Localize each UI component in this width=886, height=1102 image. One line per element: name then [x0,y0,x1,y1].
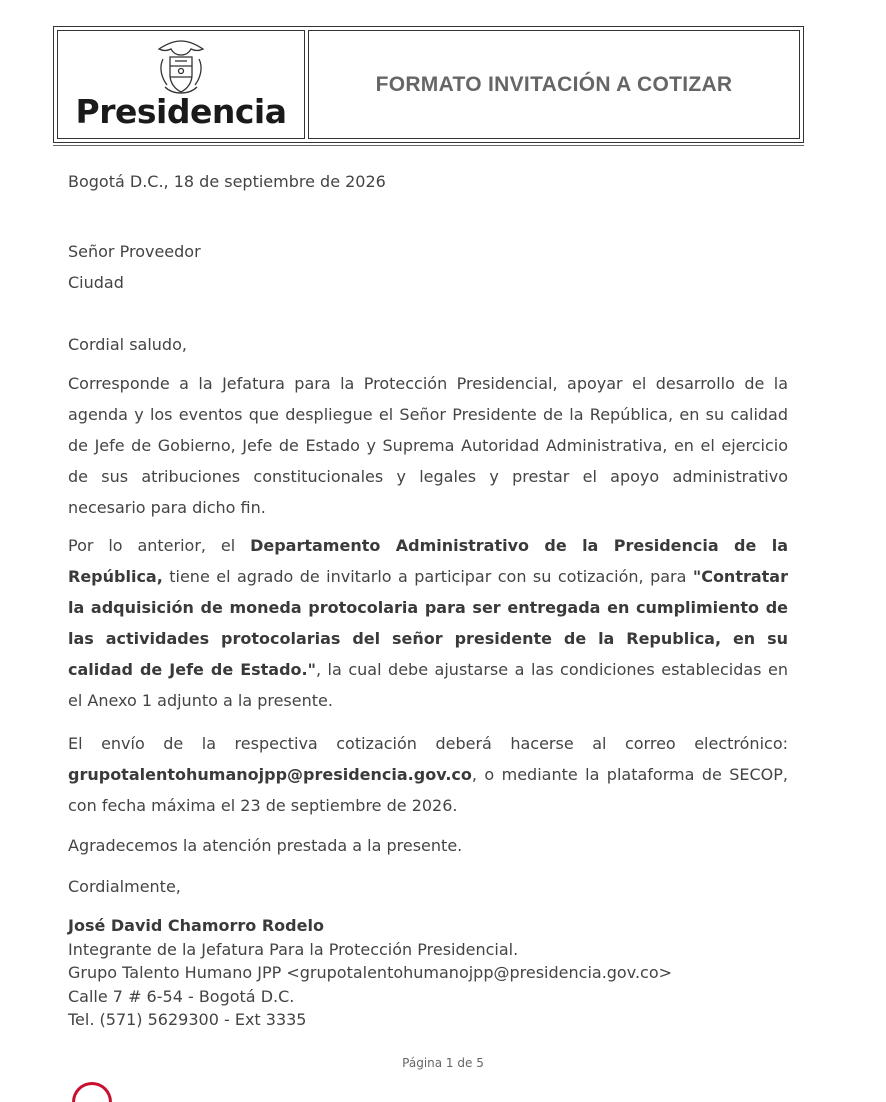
signer-address: Calle 7 # 6-54 - Bogotá D.C. [68,986,295,1006]
footer-red-logo-icon [72,1082,112,1102]
form-title: FORMATO INVITACIÓN A COTIZAR [375,72,733,96]
signer-role: Integrante de la Jefatura Para la Protección Presidencial. [68,939,519,959]
paragraph-2 [68,530,788,716]
paragraph-2-text-e: , la cual debe ajustarse a las condiciones establecidas en el Anexo 1 adjunto a la presente. [68,660,789,710]
header-rule [53,145,804,146]
paragraph-3 [68,728,788,821]
signer-name-text: José David Chamorro Rodelo [68,916,324,935]
paragraph-4: Agradecemos la atención prestada a la presente. [68,836,463,855]
recipient-name: Señor Proveedor [68,242,201,261]
paragraph-2-text-c: tiene el agrado de invitarlo a participar con su cotización, para [162,567,693,586]
document-header [53,26,804,143]
signer-group: Grupo Talento Humano JPP <grupotalentohumanojpp@presidencia.gov.co> [68,963,673,982]
title-cell [308,30,800,139]
signer-phone: Tel. (571) 5629300 - Ext 3335 [68,1010,307,1029]
greeting: Cordial saludo, [68,335,187,354]
page-number: Página 1 de 5 [402,1056,484,1070]
paragraph-3-text-b: , o mediante la plataforma de SECOP, con fecha máxima el 23 de septiembre de 2026. [68,765,788,815]
organization-name: Departamento Administrativo de la Presidencia de la República, [68,536,788,586]
contact-email-link[interactable]: grupotalentohumanojpp@presidencia.gov.co [68,765,472,784]
closing: Cordialmente, [68,877,181,896]
signer-name [68,914,672,938]
coat-of-arms-icon [151,37,211,97]
brand-name: Presidencia [75,92,287,131]
logo-cell [57,30,305,139]
signature-block [68,914,672,1032]
paragraph-3-text-a: El envío de la respectiva cotización deberá hacerse al correo electrónico: [68,734,788,753]
contract-object: "Contratar la adquisición de moneda protocolaria para ser entregada en cumplimiento de las actividades protocolarias del señor presidente de la Republica, en su calidad de Jefe de Estado." [68,567,788,679]
recipient-city: Ciudad [68,273,124,292]
paragraph-2-text-a: Por lo anterior, el [68,536,251,555]
place-date: Bogotá D.C., 18 de septiembre de 2026 [68,172,386,191]
paragraph-1: Corresponde a la Jefatura para la Protección Presidencial, apoyar el desarrollo de la agenda y los eventos que despliegue el Señor Presidente de la República, en su calidad de Jefe de Gobierno, Jefe de Estado y Suprema Autoridad Administrativa, en el ejercicio de sus atribuciones constitucionales y legales y prestar el apoyo administrativo necesario para dicho fin. [68,374,788,517]
